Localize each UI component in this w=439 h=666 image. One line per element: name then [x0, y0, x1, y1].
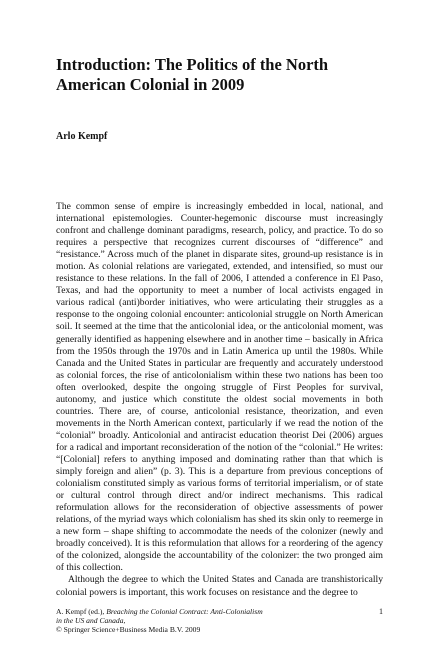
chapter-author: Arlo Kempf — [56, 131, 108, 142]
footer-copyright: © Springer Science+Business Media B.V. 2009 — [56, 625, 201, 635]
footer-editor: A. Kempf (ed.), — [56, 607, 107, 616]
page-number: 1 — [379, 607, 383, 616]
chapter-title — [56, 55, 386, 95]
chapter-title-line-2: American Colonial in 2009 — [56, 75, 245, 94]
footer-citation — [56, 607, 326, 635]
body-paragraph-1: The common sense of empire is increasingly embedded in local, national, and international epistemologies. Counter-hegemonic discourse must increasingly confront and challenge dominant paradigms, research, policy, and practice. To do so requires a perspective that recognizes current discourses of “difference” and “resistance.” Across much of the planet in disparate sites, ground-up resistance is in motion. As colonial relations are variegated, extended, and intensified, so must our resistance to these relations. In the fall of 2006, I attended a conference in El Paso, Texas, and had the opportunity to meet a number of local activists engaged in various radical (anti)border initiatives, who were articulating their struggles as a response to the ongoing colonial encounter: anticolonial struggle on North American soil. It seemed at the time that the anticolonial idea, or the anticolonial moment, was generally identified as happening elsewhere and in another time – basically in Africa from the 1950s through the 1970s and in Latin America up until the 1980s. While Canada and the United States in particular are frequently and accurately understood as colonial forces, the rise of anticolonialism within these two nations has been too often overlooked, despite the ongoing struggle of First Peoples for survival, autonomy, and justice which constitute the oldest social movements in both countries. There are, of course, anticolonial resistance, theorization, and even movements in the North American context, particularly if we read the notion of the “colonial” broadly. Anticolonial and antiracist education theorist Dei (2006) argues for a radical and important reconsideration of the notion of the “colonial.” He writes: “[Colonial] refers to anything imposed and dominating rather than that which is simply foreign and alien” (p. 3). This is a departure from previous conceptions of colonialism constituted simply as various forms of territorial imperialism, or of state or cultural control through direct and/or indirect mechanisms. This radical reformulation allows for the reconsideration of objective assessments of power relations, of the myriad ways which colonialism has shed its skin only to reemerge in a new form – shape shifting to accommodate the needs of the colonizer (newly and broadly conceived). It is this reformulation that allows for a reordering of the agency of the colonized, alongside the accountability of the colonizer: the two pronged aim of this collection. — [56, 201, 383, 574]
chapter-title-line-1: Introduction: The Politics of the North — [56, 55, 329, 74]
footer-book-title-line-1: Breaching the Colonial Contract: Anti-Colonialism — [106, 607, 263, 616]
footer-book-title-line-2: in the US and Canada, — [56, 616, 126, 626]
page-footer — [56, 607, 383, 635]
body-paragraph-2: Although the degree to which the United States and Canada are transhistorically colonial powers is important, this work focuses on resistance and the degree to — [56, 574, 383, 598]
body-text — [56, 201, 383, 599]
